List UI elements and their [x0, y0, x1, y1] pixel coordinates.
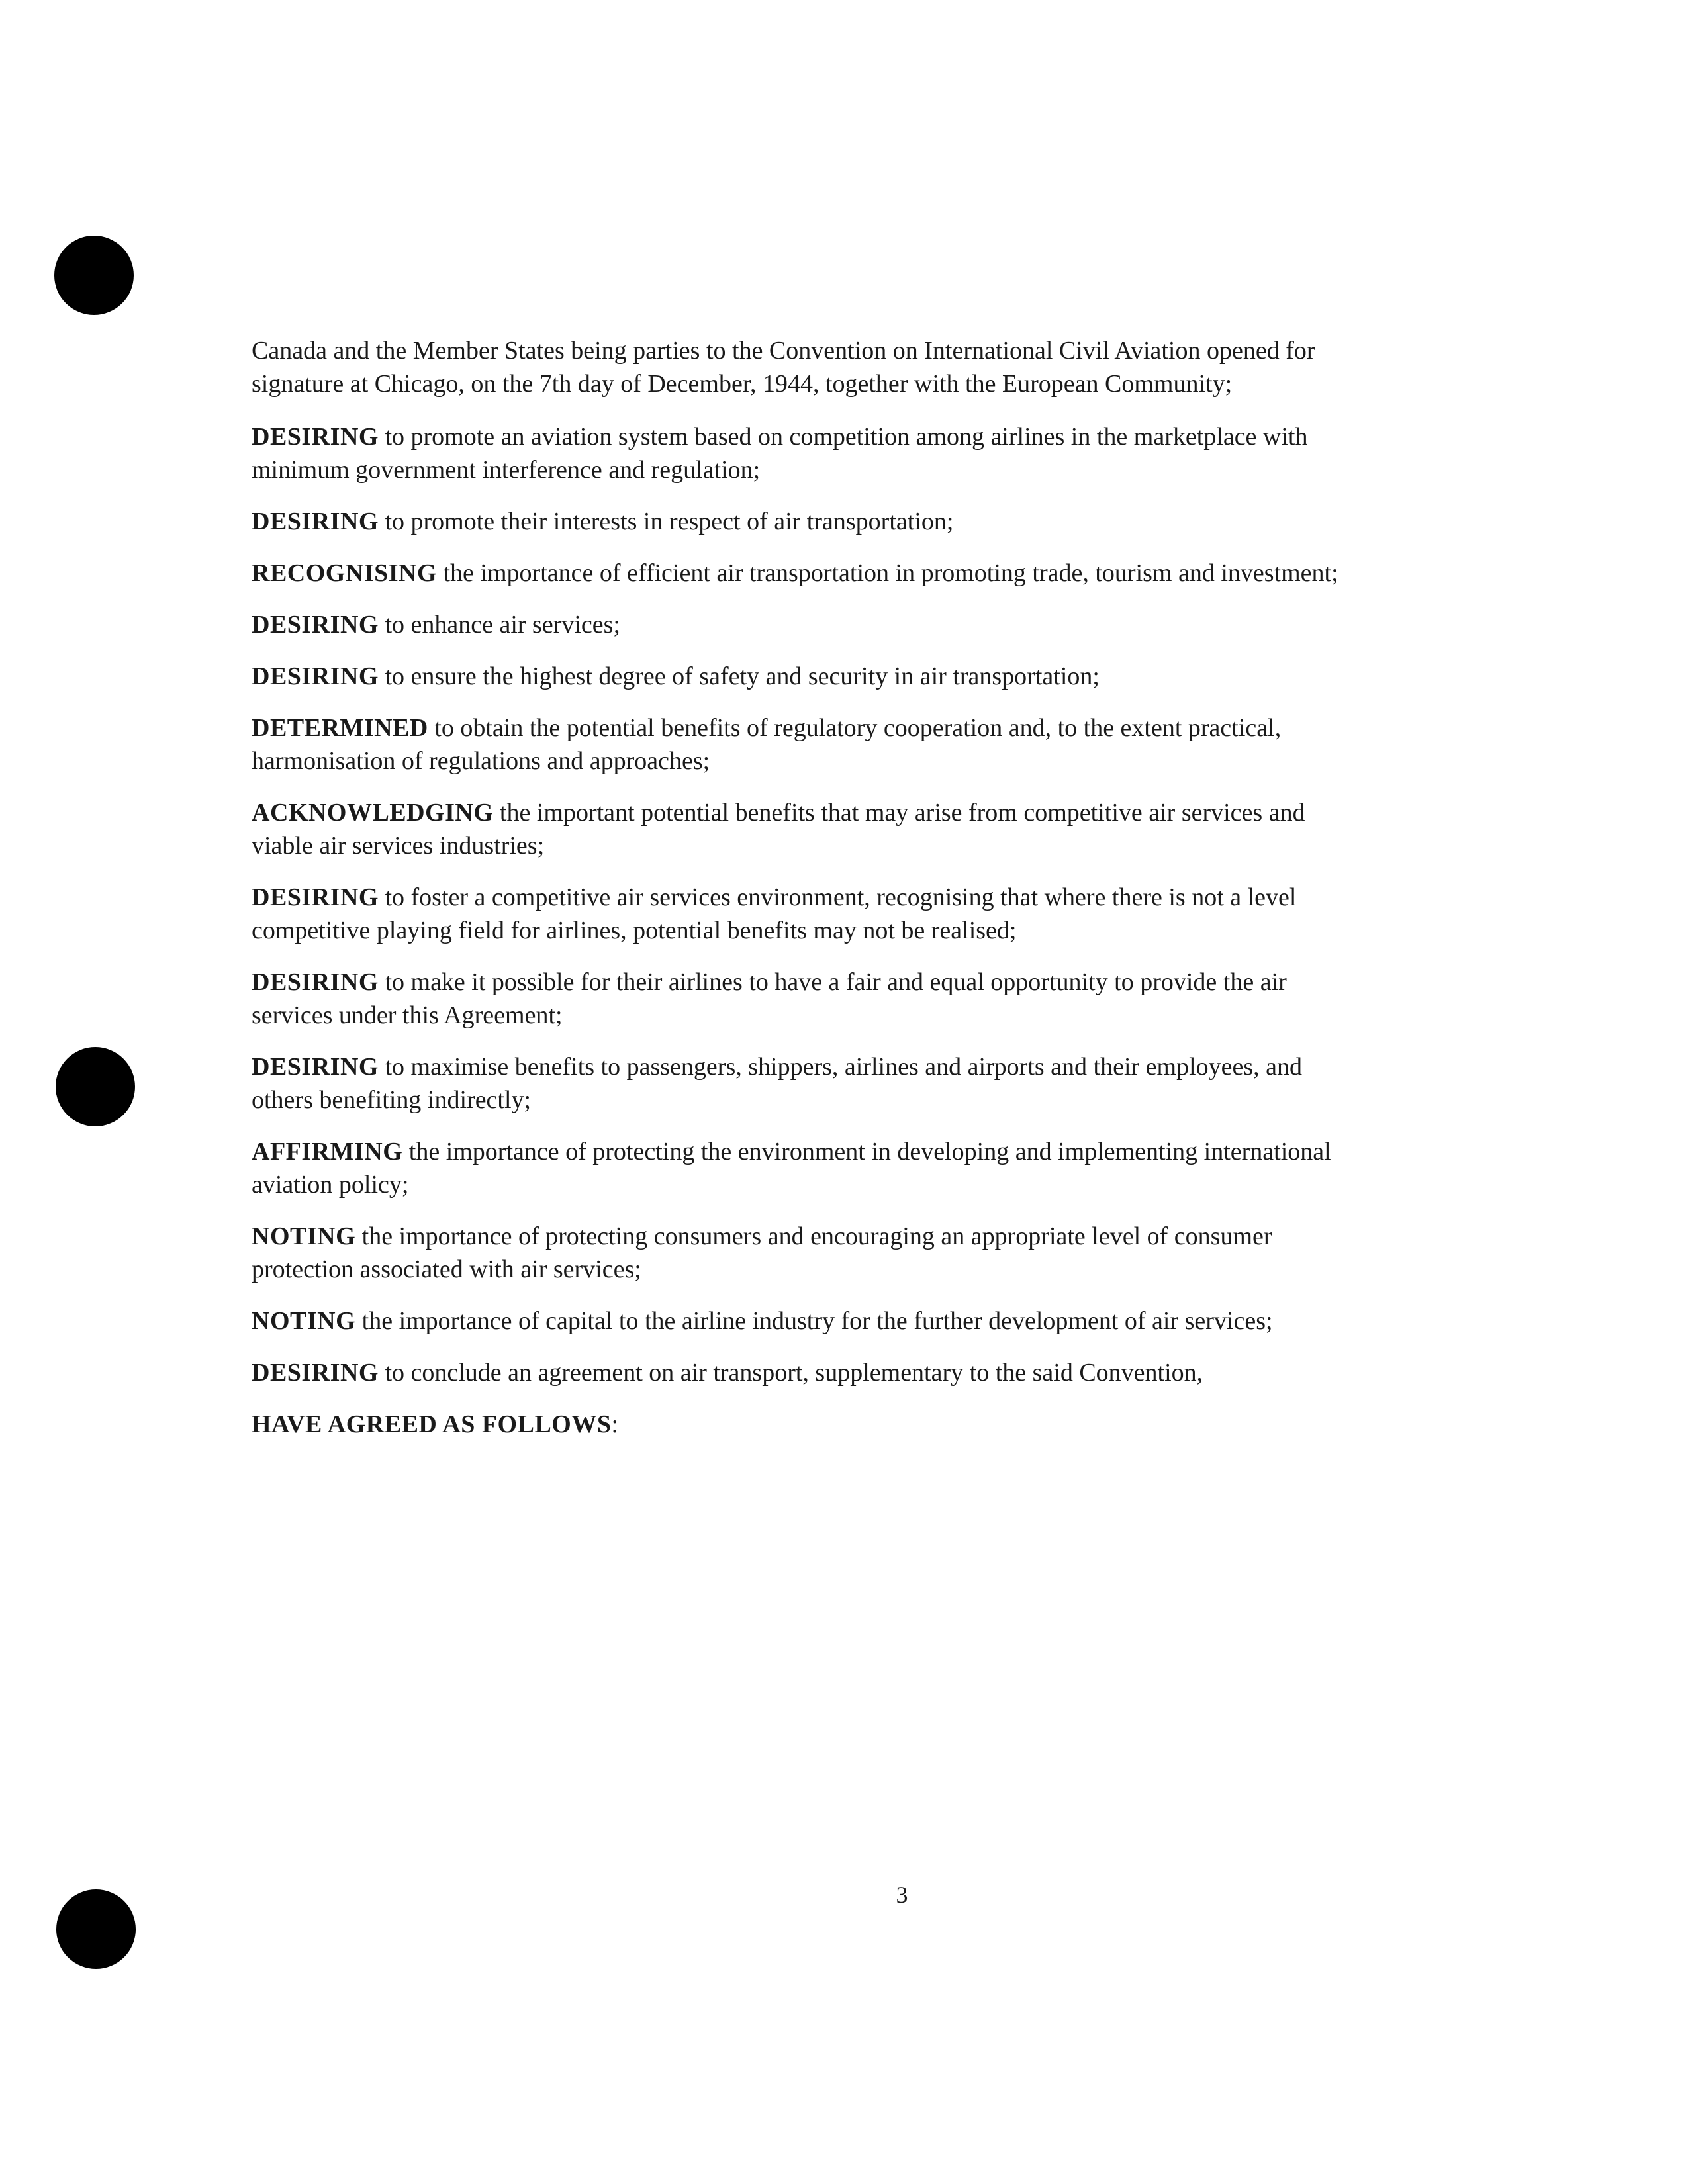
recital-lead: RECOGNISING	[252, 559, 437, 587]
recital-text: to enhance air services;	[378, 611, 620, 639]
recital-paragraph	[252, 608, 1364, 641]
recital-lead: DESIRING	[252, 884, 379, 911]
recital-lead: NOTING	[252, 1307, 356, 1335]
page-number: 3	[896, 1882, 908, 1908]
recital-paragraph	[252, 1304, 1364, 1338]
recital-text: to ensure the highest degree of safety and security in air transportation;	[378, 662, 1100, 690]
recital-paragraph	[252, 1050, 1364, 1116]
recital-text: to obtain the potential benefits of regulatory cooperation and, to the extent practical, harmonisation of regulations and approaches;	[252, 714, 1282, 775]
recital-paragraph	[252, 1135, 1364, 1201]
recital-lead: DESIRING	[252, 968, 379, 996]
closing-text: HAVE AGREED AS FOLLOWS	[252, 1410, 612, 1438]
recital-paragraph	[252, 420, 1364, 486]
recital-lead: DESIRING	[252, 1053, 379, 1081]
recital-lead: DESIRING	[252, 508, 379, 535]
punch-hole-top	[54, 236, 134, 315]
recital-text: the importance of capital to the airline industry for the further development of air services;	[355, 1307, 1273, 1335]
recital-paragraph	[252, 505, 1364, 538]
recital-paragraph	[252, 660, 1364, 693]
recital-paragraph	[252, 796, 1364, 862]
punch-hole-middle	[56, 1047, 135, 1126]
recital-text: the importance of efficient air transportation in promoting trade, tourism and investment;	[437, 559, 1338, 587]
recital-lead: DESIRING	[252, 662, 379, 690]
recital-paragraph	[252, 881, 1364, 947]
document-body	[252, 334, 1364, 1466]
closing-punctuation: :	[611, 1410, 619, 1438]
recital-text: to make it possible for their airlines to have a fair and equal opportunity to provide the air services under this Agreement;	[252, 968, 1287, 1029]
recital-text: the importance of protecting the environment in developing and implementing international aviation policy;	[252, 1138, 1331, 1199]
recital-paragraph	[252, 966, 1364, 1032]
recital-text: to promote an aviation system based on competition among airlines in the marketplace with minimum government interference and regulation;	[252, 423, 1308, 484]
recital-paragraph	[252, 557, 1364, 590]
recital-paragraph	[252, 711, 1364, 778]
recital-text: the importance of protecting consumers and encouraging an appropriate level of consumer protection associated with air services;	[252, 1222, 1272, 1283]
opening-paragraph: Canada and the Member States being parties to the Convention on International Civil Aviation opened for signature at Chicago, on the 7th day of December, 1944, together with the European Community;	[252, 337, 1315, 398]
recital-lead: ACKNOWLEDGING	[252, 799, 494, 827]
recital-text: to promote their interests in respect of air transportation;	[378, 508, 954, 535]
recital-text: to maximise benefits to passengers, shippers, airlines and airports and their employees, and others benefiting indirectly;	[252, 1053, 1303, 1114]
recital-text: the important potential benefits that may arise from competitive air services and viable air services industries;	[252, 799, 1305, 860]
recital-text: to foster a competitive air services environment, recognising that where there is not a level competitive playing field for airlines, potential benefits may not be realised;	[252, 884, 1297, 944]
recital-lead: NOTING	[252, 1222, 356, 1250]
closing-statement	[252, 1408, 1364, 1441]
recital-paragraph	[252, 1220, 1364, 1286]
recital-paragraph	[252, 1356, 1364, 1389]
recital-lead: DESIRING	[252, 1359, 379, 1387]
recital-lead: AFFIRMING	[252, 1138, 403, 1165]
recital-text: to conclude an agreement on air transport, supplementary to the said Convention,	[378, 1359, 1203, 1387]
recital-lead: DETERMINED	[252, 714, 428, 742]
recital-lead: DESIRING	[252, 423, 379, 451]
recital-lead: DESIRING	[252, 611, 379, 639]
